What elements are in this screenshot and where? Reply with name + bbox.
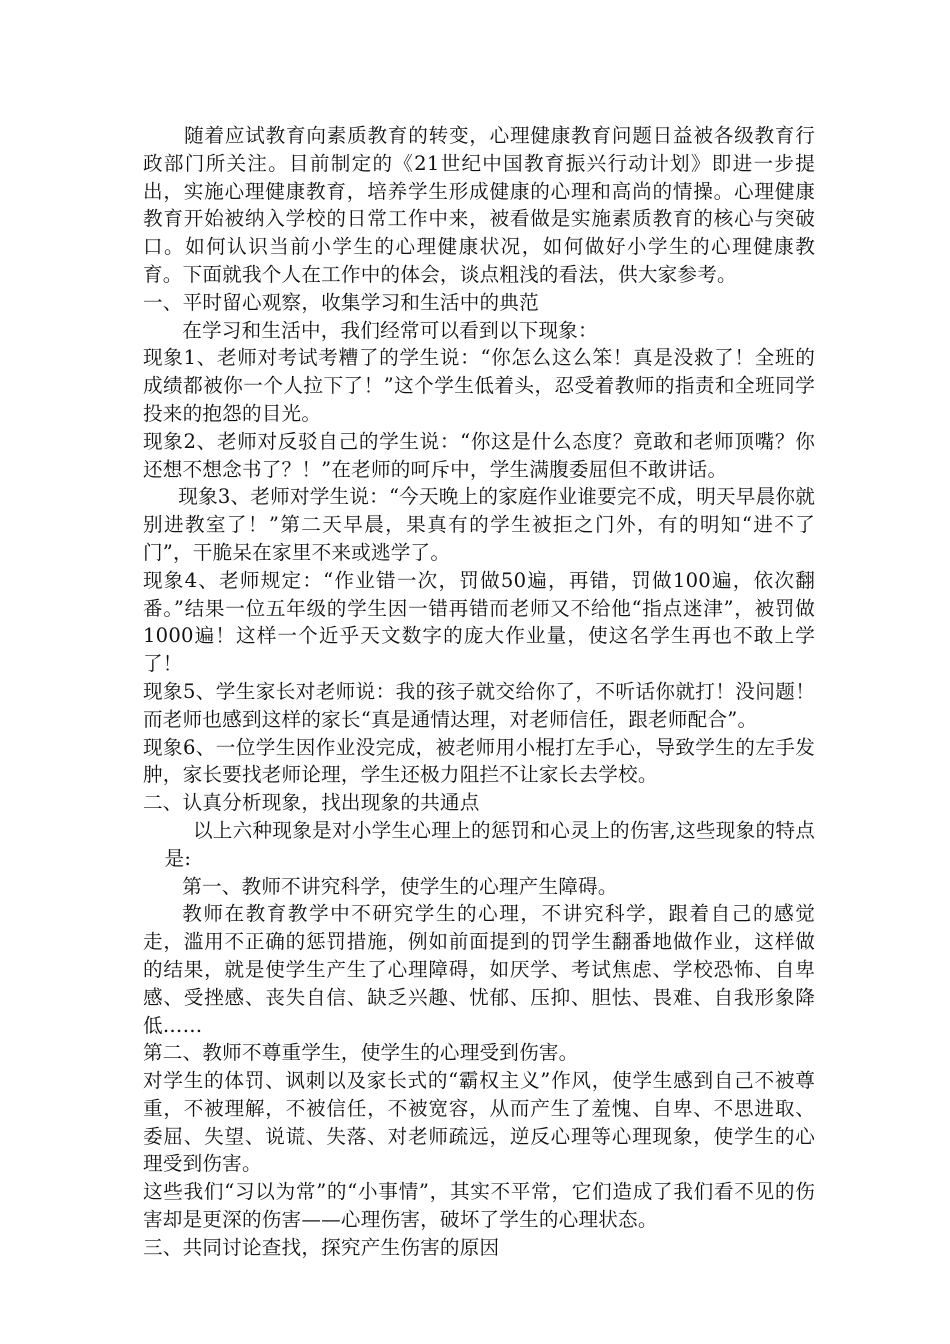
paragraph-point-1-body: 教师在教育教学中不研究学生的心理，不讲究科学，跟着自己的感觉走，滥用不正确的惩罚措施，例如前面提到的罚学生翻番地做作业，这样做的结果，就是使学生产生了心理障碍，如厌学、考试焦虑、学校恐怖、自卑感、受挫感、丧失自信、缺乏兴趣、忧郁、压抑、胆怯、畏难、自我形象降低…… — [143, 902, 815, 1037]
paragraph-phenomenon-5: 现象5、学生家长对老师说：我的孩子就交给你了，不听话你就打！没问题！而老师也感到这样的家长“真是通情达理，对老师信任，跟老师配合”。 — [143, 679, 815, 731]
document-body — [143, 122, 815, 1262]
paragraph-analysis-intro: 以上六种现象是对小学生心理上的惩罚和心灵上的伤害,这些现象的特点是: — [164, 818, 815, 870]
intro-paragraph: 随着应试教育向素质教育的转变，心理健康教育问题日益被各级教育行政部门所关注。目前制定的《21世纪中国教育振兴行动计划》即进一步提出，实施心理健康教育，培养学生形成健康的心理和高尚的情操。心理健康教育开始被纳入学校的日常工作中来，被看做是实施素质教育的核心与突破口。如何认识当前小学生的心理健康状况，如何做好小学生的心理健康教育。下面就我个人在工作中的体会，谈点粗浅的看法，供大家参考。 — [143, 124, 815, 286]
section-heading-2: 二、认真分析现象，找出现象的共通点 — [143, 791, 480, 815]
paragraph-phenomenon-3: 现象3、老师对学生说：“今天晚上的家庭作业谁要完不成，明天早晨你就别进教室了！”第二天早晨，果真有的学生被拒之门外，有的明知“进不了门”，干脆呆在家里不来或逃学了。 — [143, 485, 815, 564]
paragraph-summary: 这些我们“习以为常”的“小事情”，其实不平常，它们造成了我们看不见的伤害却是更深的伤害——心理伤害，破坏了学生的心理状态。 — [143, 1180, 815, 1232]
paragraph-phenomenon-6: 现象6、一位学生因作业没完成，被老师用小棍打左手心，导致学生的左手发肿，家长要找老师论理，学生还极力阻拦不让家长去学校。 — [143, 735, 815, 787]
paragraph-phenomena-intro: 在学习和生活中，我们经常可以看到以下现象： — [182, 318, 598, 342]
paragraph-point-1-title: 第一、教师不讲究科学，使学生的心理产生障碍。 — [182, 874, 618, 898]
paragraph-point-2-title: 第二、教师不尊重学生，使学生的心理受到伤害。 — [143, 1041, 579, 1065]
section-heading-3: 三、共同讨论查找，探究产生伤害的原因 — [143, 1235, 500, 1259]
section-heading-1: 一、平时留心观察，收集学习和生活中的典范 — [143, 290, 539, 314]
paragraph-phenomenon-1: 现象1、老师对考试考糟了的学生说：“你怎么这么笨！真是没救了！全班的成绩都被你一个人拉下了！”这个学生低着头，忍受着教师的指责和全班同学投来的抱怨的目光。 — [143, 346, 815, 425]
paragraph-point-2-body: 对学生的体罚、讽刺以及家长式的“霸权主义”作风，使学生感到自己不被尊重，不被理解，不被信任，不被宽容，从而产生了羞愧、自卑、不思进取、委屈、失望、说谎、失落、对老师疏远，逆反心理等心理现象，使学生的心理受到伤害。 — [143, 1069, 815, 1176]
paragraph-phenomenon-4: 现象4、老师规定：“作业错一次，罚做50遍，再错，罚做100遍，依次翻番。”结果一位五年级的学生因一错再错而老师又不给他“指点迷津”，被罚做1000遍！这样一个近乎天文数字的庞大作业量，使这名学生再也不敢上学了！ — [143, 568, 815, 676]
paragraph-phenomenon-2: 现象2、老师对反驳自己的学生说：“你这是什么态度？竟敢和老师顶嘴？你还想不想念书了？！”在老师的呵斥中，学生满腹委屈但不敢讲话。 — [143, 429, 815, 481]
